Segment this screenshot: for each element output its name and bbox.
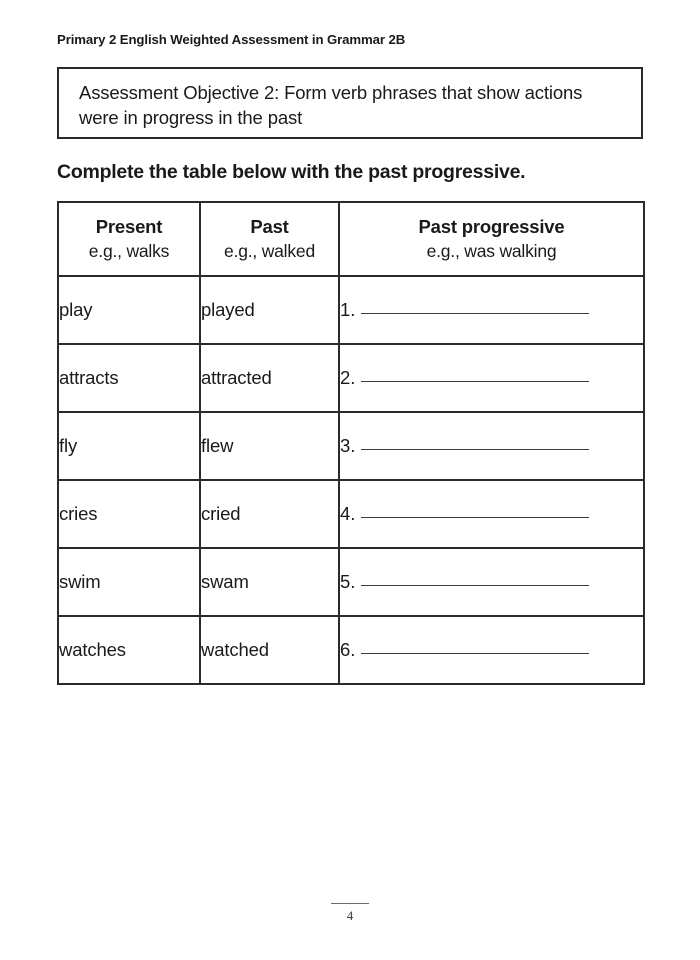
page-footer [0,903,700,924]
assessment-objective-text: Assessment Objective 2: Form verb phrases that show actions were in progress in the past [79,82,583,128]
column-header-past-progressive [339,202,644,276]
answer-blank-line[interactable] [361,380,589,382]
table-row [58,344,644,412]
cell-present: attracts [58,344,200,412]
answer-blank-line[interactable] [361,584,589,586]
table-row [58,412,644,480]
column-header-past-progressive-example: e.g., was walking [426,241,557,261]
footer-divider [331,903,369,904]
cell-present: cries [58,480,200,548]
column-header-past-title: Past [250,216,289,237]
answer-number: 5. [340,571,356,592]
answer-blank-line[interactable] [361,652,589,654]
table-row [58,616,644,684]
cell-present: swim [58,548,200,616]
cell-past: flew [200,412,339,480]
answer-number: 1. [340,299,356,320]
page-number: 4 [346,908,354,923]
answer-number: 2. [340,367,356,388]
table-row [58,480,644,548]
verb-conjugation-table [57,201,645,685]
cell-answer[interactable] [339,412,644,480]
cell-answer[interactable] [339,548,644,616]
cell-past: watched [200,616,339,684]
answer-number: 4. [340,503,356,524]
cell-past: cried [200,480,339,548]
table-header-row [58,202,644,276]
answer-number: 6. [340,639,356,660]
cell-past: swam [200,548,339,616]
cell-answer[interactable] [339,276,644,344]
cell-present: play [58,276,200,344]
table-row [58,276,644,344]
cell-past: attracted [200,344,339,412]
answer-blank-line[interactable] [361,516,589,518]
cell-past: played [200,276,339,344]
column-header-present [58,202,200,276]
cell-answer[interactable] [339,344,644,412]
answer-blank-line[interactable] [361,448,589,450]
answer-number: 3. [340,435,356,456]
column-header-present-title: Present [95,216,163,237]
answer-blank-line[interactable] [361,312,589,314]
cell-answer[interactable] [339,616,644,684]
cell-present: watches [58,616,200,684]
running-header: Primary 2 English Weighted Assessment in Grammar 2B [57,32,406,47]
column-header-past-progressive-title: Past progressive [418,216,565,237]
instruction-text: Complete the table below with the past progressive. [57,161,526,183]
column-header-past [200,202,339,276]
assessment-objective-box [57,67,643,139]
column-header-past-example: e.g., walked [224,241,315,261]
column-header-present-example: e.g., walks [88,241,170,261]
cell-answer[interactable] [339,480,644,548]
cell-present: fly [58,412,200,480]
table-row [58,548,644,616]
